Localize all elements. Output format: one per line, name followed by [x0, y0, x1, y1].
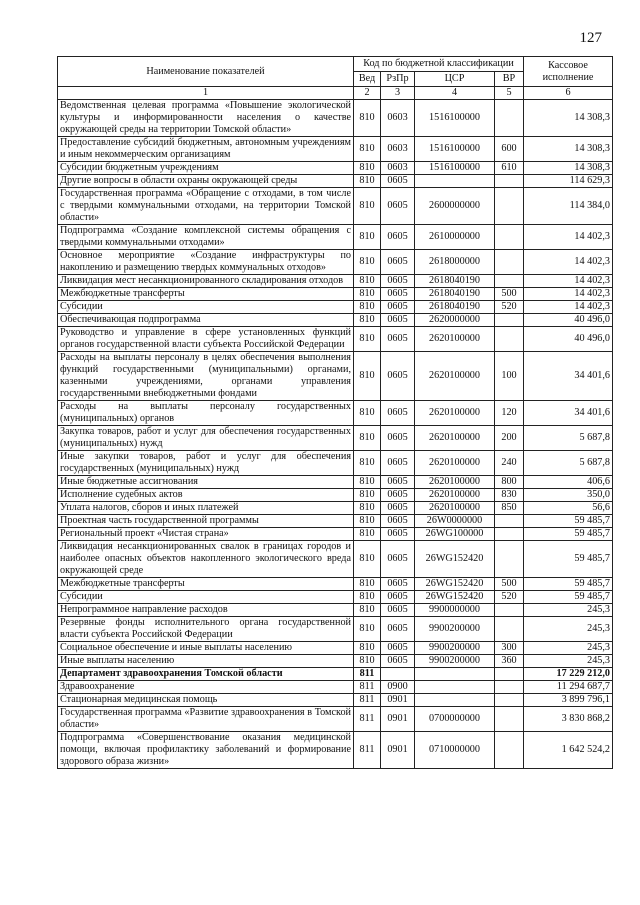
cell-name: Государственная программа «Развитие здравоохранения в Томской области» — [58, 707, 354, 732]
table-row — [58, 250, 613, 275]
cell-name: Основное мероприятие «Создание инфраструктуры по накоплению и размещению твердых коммунальных отходов» — [58, 250, 354, 275]
column-number: 4 — [415, 87, 495, 100]
cell-csr: 26WG152420 — [415, 541, 495, 578]
cell-name: Ведомственная целевая программа «Повышение экологической культуры и информированности населения о качестве окружающей среды на территории Томской области» — [58, 100, 354, 137]
cell-name: Закупка товаров, работ и услуг для обеспечения государственных (муниципальных) нужд — [58, 426, 354, 451]
cell-csr: 2620100000 — [415, 451, 495, 476]
table-row — [58, 578, 613, 591]
cell-rzpr: 0605 — [381, 502, 415, 515]
column-number: 1 — [58, 87, 354, 100]
cell-vr: 120 — [495, 401, 524, 426]
cell-csr: 9900200000 — [415, 642, 495, 655]
cell-csr: 2610000000 — [415, 225, 495, 250]
table-row — [58, 604, 613, 617]
table-row — [58, 732, 613, 769]
table-row — [58, 502, 613, 515]
cell-rzpr: 0605 — [381, 426, 415, 451]
cell-csr — [415, 668, 495, 681]
cell-ved: 810 — [354, 175, 381, 188]
cell-vr — [495, 668, 524, 681]
cell-name: Исполнение судебных актов — [58, 489, 354, 502]
cell-vr — [495, 604, 524, 617]
cell-rzpr: 0605 — [381, 352, 415, 401]
cell-name: Резервные фонды исполнительного органа государственной власти субъекта Российской Федерации — [58, 617, 354, 642]
cell-amount: 3 899 796,1 — [524, 694, 613, 707]
page-number: 127 — [579, 30, 602, 46]
cell-vr: 300 — [495, 642, 524, 655]
cell-vr — [495, 694, 524, 707]
cell-ved: 810 — [354, 401, 381, 426]
cell-vr: 610 — [495, 162, 524, 175]
cell-name: Уплата налогов, сборов и иных платежей — [58, 502, 354, 515]
cell-ved: 810 — [354, 188, 381, 225]
cell-rzpr: 0605 — [381, 301, 415, 314]
cell-name: Социальное обеспечение и иные выплаты населению — [58, 642, 354, 655]
table-row — [58, 288, 613, 301]
cell-name: Здравоохранение — [58, 681, 354, 694]
cell-ved: 810 — [354, 250, 381, 275]
cell-amount: 11 294 687,7 — [524, 681, 613, 694]
cell-csr — [415, 694, 495, 707]
cell-amount: 59 485,7 — [524, 541, 613, 578]
cell-vr — [495, 275, 524, 288]
cell-vr: 200 — [495, 426, 524, 451]
cell-ved: 810 — [354, 426, 381, 451]
cell-csr: 2620000000 — [415, 314, 495, 327]
cell-amount: 14 308,3 — [524, 137, 613, 162]
cell-name: Субсидии — [58, 301, 354, 314]
cell-csr — [415, 681, 495, 694]
cell-csr: 1516100000 — [415, 162, 495, 175]
cell-name: Субсидии бюджетным учреждениям — [58, 162, 354, 175]
cell-amount: 59 485,7 — [524, 591, 613, 604]
cell-amount: 114 384,0 — [524, 188, 613, 225]
cell-name: Ликвидация мест несанкционированного складирования отходов — [58, 275, 354, 288]
cell-name: Региональный проект «Чистая страна» — [58, 528, 354, 541]
cell-name: Подпрограмма «Совершенствование оказания медицинской помощи, включая профилактику заболеваний и формирование здорового образа жизни» — [58, 732, 354, 769]
cell-vr — [495, 541, 524, 578]
cell-ved: 810 — [354, 541, 381, 578]
cell-rzpr: 0605 — [381, 327, 415, 352]
cell-amount: 14 402,3 — [524, 301, 613, 314]
header-name: Наименование показателей — [58, 57, 354, 87]
cell-rzpr: 0603 — [381, 137, 415, 162]
cell-csr: 1516100000 — [415, 137, 495, 162]
cell-csr — [415, 175, 495, 188]
budget-execution-table — [57, 56, 613, 769]
cell-ved: 811 — [354, 732, 381, 769]
cell-ved: 810 — [354, 591, 381, 604]
cell-amount: 56,6 — [524, 502, 613, 515]
cell-csr: 2600000000 — [415, 188, 495, 225]
table-row — [58, 225, 613, 250]
cell-rzpr: 0605 — [381, 541, 415, 578]
column-number: 6 — [524, 87, 613, 100]
cell-ved: 811 — [354, 707, 381, 732]
cell-name: Иные выплаты населению — [58, 655, 354, 668]
cell-rzpr: 0603 — [381, 162, 415, 175]
cell-amount: 59 485,7 — [524, 578, 613, 591]
table-row — [58, 515, 613, 528]
table-row — [58, 681, 613, 694]
cell-csr: 2620100000 — [415, 327, 495, 352]
cell-amount: 245,3 — [524, 655, 613, 668]
cell-ved: 810 — [354, 528, 381, 541]
cell-vr — [495, 515, 524, 528]
cell-csr: 1516100000 — [415, 100, 495, 137]
cell-name: Проектная часть государственной программы — [58, 515, 354, 528]
cell-rzpr: 0605 — [381, 188, 415, 225]
cell-ved: 810 — [354, 352, 381, 401]
cell-rzpr: 0900 — [381, 681, 415, 694]
cell-name: Обеспечивающая подпрограмма — [58, 314, 354, 327]
cell-name: Руководство и управление в сфере установленных функций органов государственной власти субъекта Российской Федерации — [58, 327, 354, 352]
cell-name: Предоставление субсидий бюджетным, автономным учреждениям и иным некоммерческим организациям — [58, 137, 354, 162]
header-vr: ВР — [495, 72, 524, 87]
cell-vr: 850 — [495, 502, 524, 515]
cell-amount: 406,6 — [524, 476, 613, 489]
column-number: 3 — [381, 87, 415, 100]
cell-ved: 810 — [354, 604, 381, 617]
header-csr: ЦСР — [415, 72, 495, 87]
cell-vr — [495, 732, 524, 769]
cell-rzpr: 0603 — [381, 100, 415, 137]
table-row — [58, 401, 613, 426]
table-row — [58, 175, 613, 188]
cell-amount: 34 401,6 — [524, 401, 613, 426]
cell-csr: 2620100000 — [415, 476, 495, 489]
cell-rzpr: 0605 — [381, 489, 415, 502]
cell-ved: 810 — [354, 451, 381, 476]
cell-rzpr: 0605 — [381, 451, 415, 476]
cell-ved: 810 — [354, 502, 381, 515]
cell-ved: 811 — [354, 694, 381, 707]
cell-ved: 810 — [354, 314, 381, 327]
header-cash-execution: Кассовое исполнение — [524, 57, 613, 87]
cell-rzpr: 0901 — [381, 694, 415, 707]
cell-ved: 810 — [354, 288, 381, 301]
cell-name: Межбюджетные трансферты — [58, 288, 354, 301]
cell-name: Департамент здравоохранения Томской области — [58, 668, 354, 681]
cell-amount: 1 642 524,2 — [524, 732, 613, 769]
column-number: 2 — [354, 87, 381, 100]
cell-amount: 14 402,3 — [524, 275, 613, 288]
cell-name: Иные бюджетные ассигнования — [58, 476, 354, 489]
table-row — [58, 528, 613, 541]
cell-vr: 100 — [495, 352, 524, 401]
cell-csr: 2618040190 — [415, 275, 495, 288]
cell-name: Другие вопросы в области охраны окружающей среды — [58, 175, 354, 188]
table-row — [58, 352, 613, 401]
cell-amount: 59 485,7 — [524, 528, 613, 541]
cell-amount: 3 830 868,2 — [524, 707, 613, 732]
header-rzpr: РзПр — [381, 72, 415, 87]
cell-name: Стационарная медицинская помощь — [58, 694, 354, 707]
cell-csr: 0710000000 — [415, 732, 495, 769]
cell-csr: 26WG152420 — [415, 591, 495, 604]
cell-vr: 800 — [495, 476, 524, 489]
cell-rzpr — [381, 668, 415, 681]
cell-csr: 2620100000 — [415, 489, 495, 502]
cell-rzpr: 0605 — [381, 655, 415, 668]
table-row — [58, 655, 613, 668]
cell-ved: 810 — [354, 301, 381, 314]
cell-vr — [495, 175, 524, 188]
table-row — [58, 275, 613, 288]
cell-ved: 810 — [354, 327, 381, 352]
table-row — [58, 541, 613, 578]
cell-vr: 360 — [495, 655, 524, 668]
cell-rzpr: 0605 — [381, 250, 415, 275]
cell-name: Ликвидация несанкционированных свалок в границах городов и наиболее опасных объектов накопленного экологического вреда окружающей среде — [58, 541, 354, 578]
cell-ved: 810 — [354, 489, 381, 502]
table-row — [58, 162, 613, 175]
cell-rzpr: 0605 — [381, 642, 415, 655]
cell-vr — [495, 250, 524, 275]
cell-vr: 520 — [495, 301, 524, 314]
cell-csr: 26WG100000 — [415, 528, 495, 541]
cell-name: Расходы на выплаты персоналу в целях обеспечения выполнения функций государственными (муниципальными) органами, казенными учреждениями, органами управления государственными внебюджетными фондами — [58, 352, 354, 401]
cell-ved: 810 — [354, 515, 381, 528]
cell-vr — [495, 528, 524, 541]
cell-amount: 5 687,8 — [524, 451, 613, 476]
cell-ved: 811 — [354, 681, 381, 694]
cell-vr — [495, 327, 524, 352]
cell-csr: 2620100000 — [415, 401, 495, 426]
cell-rzpr: 0901 — [381, 732, 415, 769]
cell-vr: 830 — [495, 489, 524, 502]
cell-vr — [495, 314, 524, 327]
cell-amount: 114 629,3 — [524, 175, 613, 188]
table-row — [58, 327, 613, 352]
cell-vr: 500 — [495, 578, 524, 591]
table-row — [58, 314, 613, 327]
cell-csr: 9900200000 — [415, 655, 495, 668]
cell-ved: 811 — [354, 668, 381, 681]
cell-ved: 810 — [354, 162, 381, 175]
cell-rzpr: 0605 — [381, 288, 415, 301]
table-row — [58, 476, 613, 489]
cell-amount: 14 402,3 — [524, 288, 613, 301]
table-row — [58, 489, 613, 502]
cell-rzpr: 0605 — [381, 591, 415, 604]
cell-rzpr: 0901 — [381, 707, 415, 732]
table-row — [58, 451, 613, 476]
cell-amount: 245,3 — [524, 642, 613, 655]
cell-vr — [495, 681, 524, 694]
cell-amount: 14 402,3 — [524, 250, 613, 275]
cell-amount: 17 229 212,0 — [524, 668, 613, 681]
cell-csr: 26WG152420 — [415, 578, 495, 591]
table-body — [58, 100, 613, 769]
table-row — [58, 100, 613, 137]
cell-rzpr: 0605 — [381, 578, 415, 591]
cell-ved: 810 — [354, 655, 381, 668]
cell-csr: 2620100000 — [415, 352, 495, 401]
cell-amount: 34 401,6 — [524, 352, 613, 401]
cell-rzpr: 0605 — [381, 476, 415, 489]
cell-csr: 9900200000 — [415, 617, 495, 642]
cell-amount: 245,3 — [524, 617, 613, 642]
cell-amount: 40 496,0 — [524, 314, 613, 327]
cell-ved: 810 — [354, 137, 381, 162]
cell-vr — [495, 707, 524, 732]
cell-amount: 14 308,3 — [524, 100, 613, 137]
header-ved: Вед — [354, 72, 381, 87]
cell-vr — [495, 100, 524, 137]
cell-vr: 240 — [495, 451, 524, 476]
table-row — [58, 668, 613, 681]
cell-rzpr: 0605 — [381, 175, 415, 188]
table-row — [58, 426, 613, 451]
cell-name: Непрограммное направление расходов — [58, 604, 354, 617]
cell-csr: 9900000000 — [415, 604, 495, 617]
cell-name: Подпрограмма «Создание комплексной системы обращения с твердыми коммунальными отходами» — [58, 225, 354, 250]
table-row — [58, 188, 613, 225]
table-row — [58, 617, 613, 642]
table-row — [58, 642, 613, 655]
cell-name: Межбюджетные трансферты — [58, 578, 354, 591]
cell-name: Иные закупки товаров, работ и услуг для обеспечения государственных (муниципальных) нужд — [58, 451, 354, 476]
cell-vr — [495, 617, 524, 642]
cell-rzpr: 0605 — [381, 401, 415, 426]
cell-amount: 59 485,7 — [524, 515, 613, 528]
cell-name: Государственная программа «Обращение с отходами, в том числе с твердыми коммунальными отходами, на территории Томской области» — [58, 188, 354, 225]
cell-rzpr: 0605 — [381, 225, 415, 250]
table-row — [58, 591, 613, 604]
table-row — [58, 707, 613, 732]
cell-name: Субсидии — [58, 591, 354, 604]
cell-amount: 14 308,3 — [524, 162, 613, 175]
cell-vr — [495, 188, 524, 225]
table-row — [58, 301, 613, 314]
cell-rzpr: 0605 — [381, 528, 415, 541]
cell-csr: 0700000000 — [415, 707, 495, 732]
cell-amount: 14 402,3 — [524, 225, 613, 250]
cell-vr: 600 — [495, 137, 524, 162]
cell-csr: 2618000000 — [415, 250, 495, 275]
column-number: 5 — [495, 87, 524, 100]
cell-vr — [495, 225, 524, 250]
cell-ved: 810 — [354, 100, 381, 137]
cell-rzpr: 0605 — [381, 515, 415, 528]
cell-rzpr: 0605 — [381, 604, 415, 617]
cell-vr: 500 — [495, 288, 524, 301]
cell-rzpr: 0605 — [381, 617, 415, 642]
cell-amount: 40 496,0 — [524, 327, 613, 352]
cell-ved: 810 — [354, 642, 381, 655]
cell-csr: 2620100000 — [415, 426, 495, 451]
cell-ved: 810 — [354, 578, 381, 591]
cell-ved: 810 — [354, 275, 381, 288]
cell-name: Расходы на выплаты персоналу государственных (муниципальных) органов — [58, 401, 354, 426]
cell-csr: 2620100000 — [415, 502, 495, 515]
header-code-group: Код по бюджетной классификации — [354, 57, 524, 72]
cell-amount: 245,3 — [524, 604, 613, 617]
cell-amount: 350,0 — [524, 489, 613, 502]
cell-vr: 520 — [495, 591, 524, 604]
table-row — [58, 694, 613, 707]
cell-ved: 810 — [354, 225, 381, 250]
cell-ved: 810 — [354, 476, 381, 489]
cell-csr: 26W0000000 — [415, 515, 495, 528]
cell-csr: 2618040190 — [415, 288, 495, 301]
table-row — [58, 137, 613, 162]
cell-amount: 5 687,8 — [524, 426, 613, 451]
cell-csr: 2618040190 — [415, 301, 495, 314]
cell-rzpr: 0605 — [381, 314, 415, 327]
cell-ved: 810 — [354, 617, 381, 642]
cell-rzpr: 0605 — [381, 275, 415, 288]
